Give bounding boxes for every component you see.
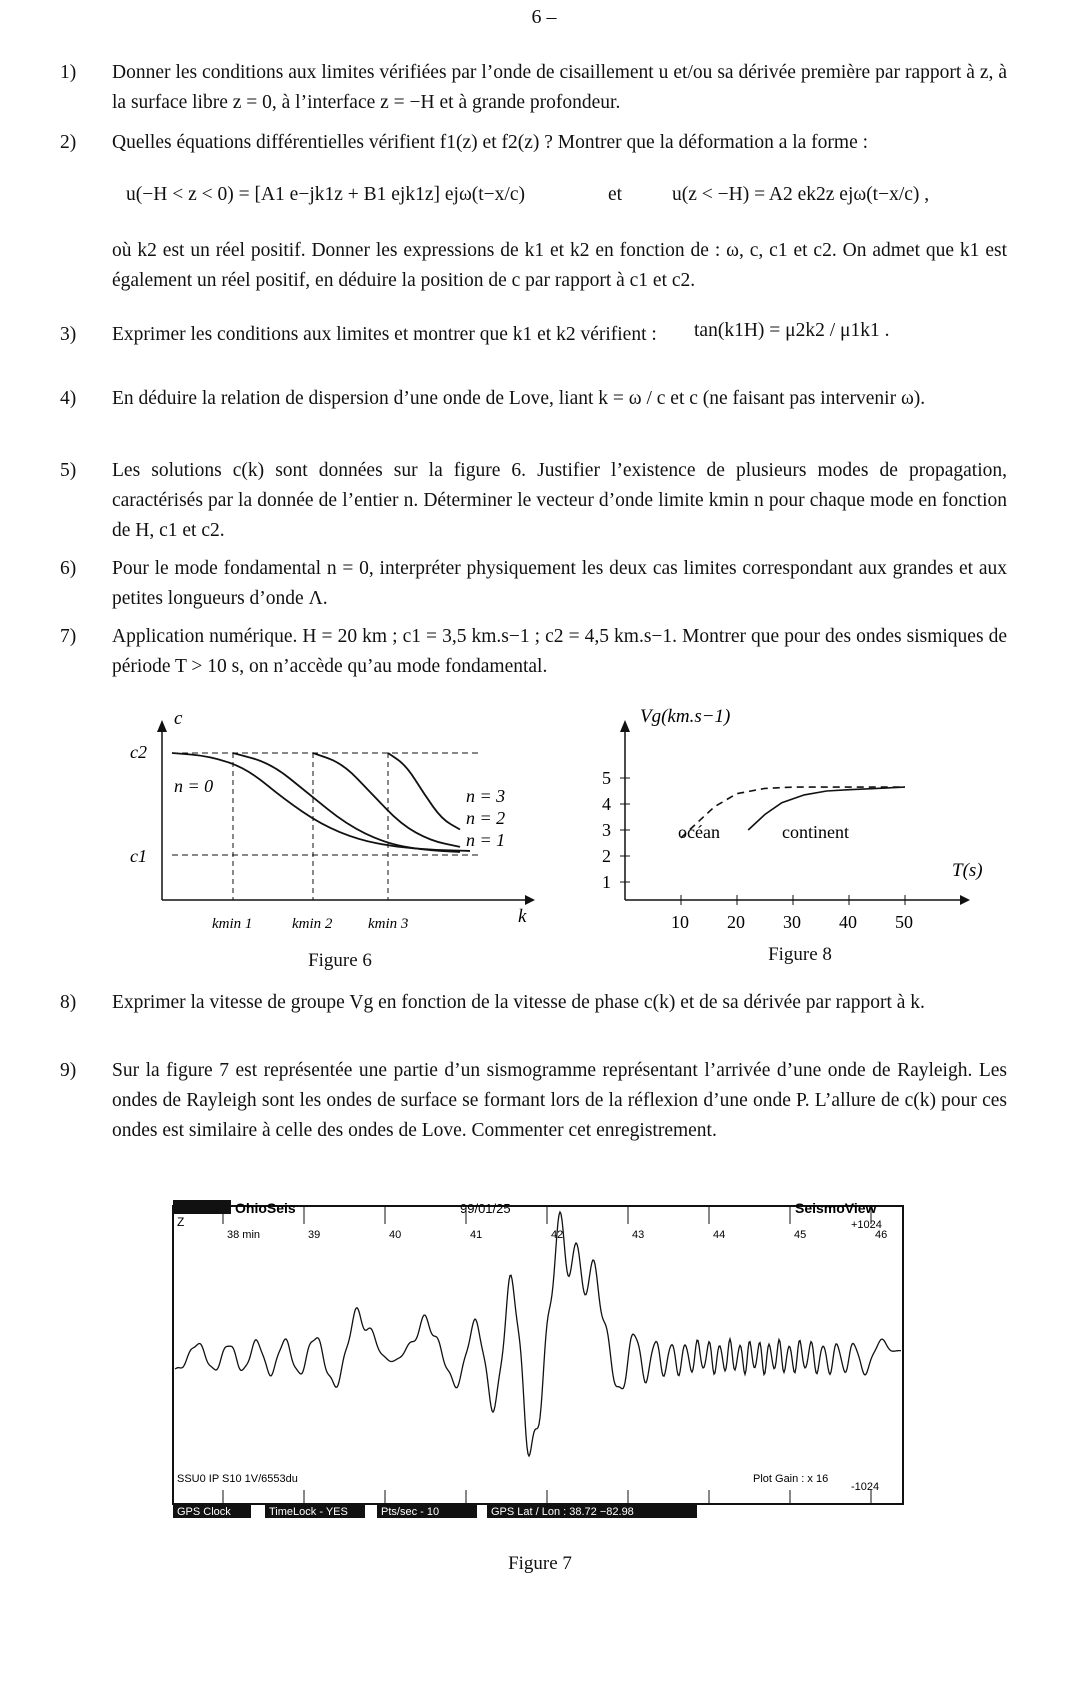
question-text: Application numérique. H = 20 km ; c1 = 3,5 km.s−1 ; c2 = 4,5 km.s−1. Montrer que pour des ondes sismiques de période T > 10 s, on n’accède qu’au mode fondamental.	[112, 626, 1007, 677]
seismogram-trace	[175, 1212, 901, 1456]
gain-bottom: -1024	[851, 1481, 880, 1493]
equation-3: tan(k1H) = μ2k2 / μ1k1 .	[694, 320, 890, 341]
mode-curve-2	[313, 753, 460, 847]
x-tick-kmin2: kmin 2	[292, 916, 333, 930]
channel-label: SSU0 IP S10 1V/6553du	[177, 1473, 298, 1485]
question-text: En déduire la relation de dispersion d’une onde de Love, liant k = ω / c et c (ne faisant pas intervenir ω).	[112, 388, 926, 409]
x-tick-kmin1: kmin 1	[212, 916, 253, 930]
x-tick-label: 50	[895, 912, 913, 930]
question-number: 1)	[60, 62, 77, 83]
question-text: Pour le mode fondamental n = 0, interpréter physiquement les deux cas limites correspondant aux grandes et aux petites longueurs d’onde Λ.	[112, 558, 1007, 609]
question-text: Exprimer la vitesse de groupe Vg en fonction de la vitesse de phase c(k) et de sa dérivée par rapport à k.	[112, 992, 925, 1013]
series-label-ocean: océan	[678, 822, 720, 842]
equation-right: u(z < −H) = A2 ek2z ejω(t−x/c) ,	[672, 184, 930, 205]
series-label-n1: n = 1	[466, 830, 506, 850]
question-9	[0, 1056, 1088, 1176]
figure-8-ticks	[602, 768, 913, 930]
question-3	[0, 320, 1088, 350]
minute-tick-label: 39	[308, 1229, 321, 1241]
series-label-n3: n = 3	[466, 786, 506, 806]
figure-8-chart	[590, 700, 1000, 930]
equation-separator: et	[608, 184, 623, 205]
question-number: 3)	[60, 324, 77, 345]
status-timelock: TimeLock - YES	[269, 1506, 348, 1518]
x-tick-label: 10	[671, 912, 689, 930]
page-number: 6 –	[531, 6, 557, 28]
seismogram-frame	[173, 1206, 903, 1504]
x-tick-kmin3: kmin 3	[368, 916, 409, 930]
mode-curve-0	[172, 753, 470, 851]
y-tick-label: 4	[602, 794, 611, 814]
question-2-continued	[0, 236, 1088, 296]
x-tick-label: 30	[783, 912, 801, 930]
series-label-continent: continent	[782, 822, 849, 842]
figure-6-curves	[172, 753, 470, 852]
x-tick-label: 40	[839, 912, 857, 930]
question-text: où k2 est un réel positif. Donner les expressions de k1 et k2 en fonction de : ω, c, c1 et c2. On admet que k1 est également un réel positif, en déduire la position de c par rapport à c1 et c2.	[112, 240, 1007, 291]
axis-label-z: Z	[177, 1215, 185, 1229]
app-name: SeismoView	[795, 1200, 877, 1216]
brand-logo	[173, 1200, 231, 1214]
question-1	[0, 58, 1088, 118]
y-tick-label: 2	[602, 846, 611, 866]
question-text: Exprimer les conditions aux limites et montrer que k1 et k2 vérifient :	[112, 324, 657, 345]
x-axis-arrow	[960, 895, 970, 905]
y-tick-label: 5	[602, 768, 611, 788]
mode-curve-3	[388, 753, 460, 830]
question-8	[0, 988, 1088, 1048]
question-number: 7)	[60, 626, 77, 647]
series-label-n0: n = 0	[174, 776, 214, 796]
question-2	[0, 128, 1088, 158]
date-label: 99/01/25	[460, 1201, 511, 1216]
series-label-n2: n = 2	[466, 808, 506, 828]
plot-gain: Plot Gain : x 16	[753, 1473, 829, 1485]
y-axis-label: Vg(km.s−1)	[640, 706, 731, 727]
y-tick-label: 1	[602, 872, 611, 892]
minute-tick-label: 38 min	[227, 1229, 261, 1241]
figure-6-chart	[120, 700, 540, 930]
status-bar	[173, 1504, 697, 1518]
y-axis-arrow	[157, 720, 167, 732]
x-axis-label: k	[518, 906, 527, 927]
minute-tick-label: 45	[794, 1229, 807, 1241]
brand-name: OhioSeis	[235, 1200, 296, 1216]
figure-7-caption: Figure 7	[508, 1553, 572, 1574]
question-number: 6)	[60, 558, 77, 579]
question-number: 9)	[60, 1060, 77, 1081]
figure-6-caption: Figure 6	[308, 950, 372, 971]
question-text: Quelles équations différentielles vérifient f1(z) et f2(z) ? Montrer que la déformation a la forme :	[112, 132, 869, 153]
question-number: 4)	[60, 388, 77, 409]
x-axis-arrow	[525, 895, 535, 905]
status-gps-clock: GPS Clock	[177, 1506, 231, 1518]
y-tick-label: 3	[602, 820, 611, 840]
gain-top: +1024	[851, 1219, 882, 1231]
minute-tick-label: 46	[875, 1229, 888, 1241]
figure-8-caption: Figure 8	[768, 944, 832, 965]
figure-7-seismogram	[165, 1192, 915, 1532]
y-axis-arrow	[620, 720, 630, 732]
question-text: Sur la figure 7 est représentée une partie d’un sismogramme représentant l’arrivée d’une onde de Rayleigh. Les ondes de Rayleigh sont les ondes de surface se formant lors de la réflexion d’une onde P. L’allure de c(k) pour ces ondes est similaire à celle des ondes de Love. Commenter cet enregistrement.	[112, 1060, 1007, 1141]
question-7	[0, 622, 1088, 682]
x-axis-label: T(s)	[952, 860, 983, 881]
y-tick-c2: c2	[130, 742, 147, 762]
question-4	[0, 384, 1088, 444]
minute-tick-label: 41	[470, 1229, 483, 1241]
minute-tick-label: 43	[632, 1229, 645, 1241]
status-pts-sec: Pts/sec - 10	[381, 1506, 440, 1518]
status-gps-latlon: GPS Lat / Lon : 38.72 −82.98	[491, 1506, 634, 1518]
question-6	[0, 554, 1088, 614]
minute-tick-label: 42	[551, 1229, 564, 1241]
y-axis-label: c	[174, 708, 183, 729]
question-number: 2)	[60, 132, 77, 153]
question-text: Les solutions c(k) sont données sur la figure 6. Justifier l’existence de plusieurs modes de propagation, caractérisés par la donnée de l’entier n. Déterminer le vecteur d’onde limite kmin n pour chaque mode en fonction de H, c1 et c2.	[112, 460, 1007, 541]
question-5	[0, 456, 1088, 546]
question-text: Donner les conditions aux limites vérifiées par l’onde de cisaillement u et/ou sa dérivée première par rapport à z, à la surface libre z = 0, à l’interface z = −H et à grande profondeur.	[112, 62, 1007, 113]
question-number: 8)	[60, 992, 77, 1013]
minute-tick-label: 44	[713, 1229, 726, 1241]
minute-tick-label: 40	[389, 1229, 402, 1241]
x-tick-label: 20	[727, 912, 745, 930]
equation-left: u(−H < z < 0) = [A1 e−jk1z + B1 ejk1z] ejω(t−x/c)	[126, 184, 525, 205]
y-tick-c1: c1	[130, 846, 147, 866]
question-number: 5)	[60, 460, 77, 481]
